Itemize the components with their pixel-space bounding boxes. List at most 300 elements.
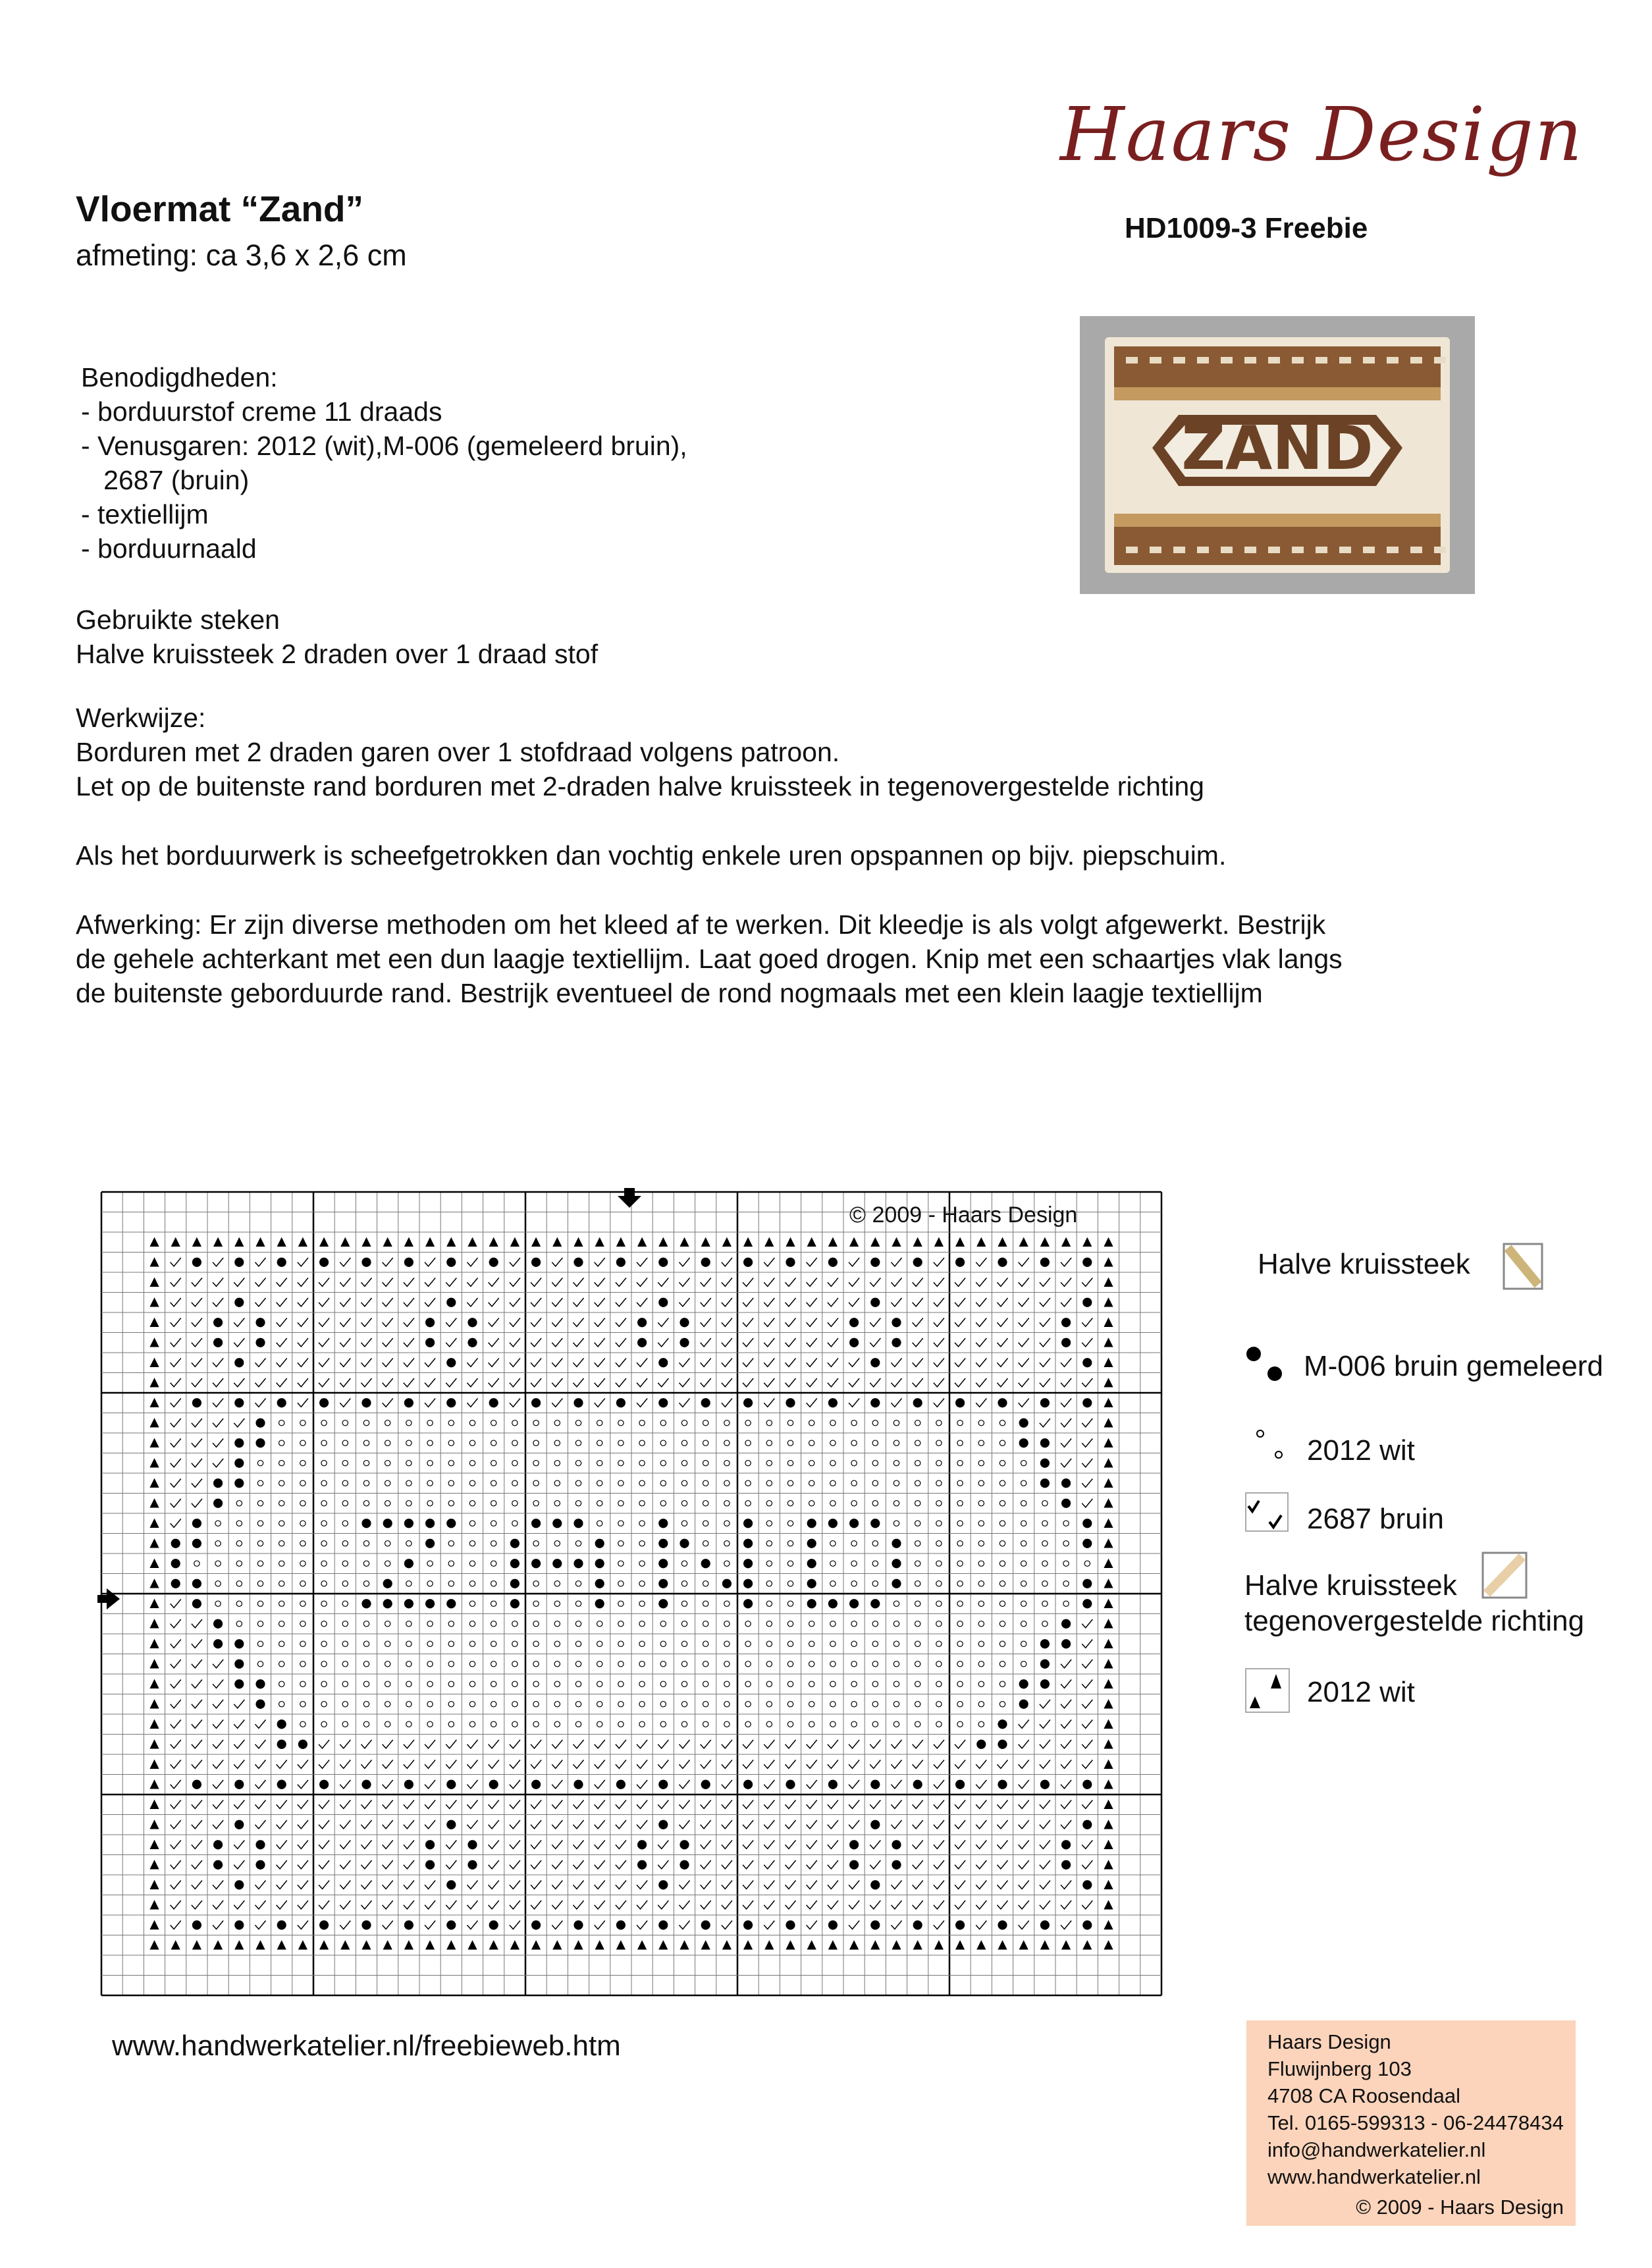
stitch-check <box>934 1760 944 1769</box>
stitch-triangle <box>149 1297 159 1307</box>
stitch-check <box>764 1760 774 1769</box>
stitch-dot <box>446 1920 456 1930</box>
stitch-check <box>976 1338 986 1347</box>
stitch-circle <box>491 1661 496 1667</box>
stitch-check <box>870 1860 880 1869</box>
stitch-dot <box>446 1358 456 1367</box>
stitch-check <box>616 1760 626 1769</box>
stitch-check <box>552 1860 562 1869</box>
stitch-circle <box>406 1541 412 1546</box>
stitch-circle <box>406 1501 412 1506</box>
stitch-circle <box>427 1420 433 1426</box>
stitch-circle <box>915 1420 920 1426</box>
stitch-check <box>510 1318 520 1327</box>
stitch-check <box>934 1740 944 1748</box>
stitch-check <box>976 1399 986 1407</box>
stitch-circle <box>787 1581 793 1586</box>
stitch-check <box>319 1298 329 1307</box>
stitch-dot <box>171 1539 180 1548</box>
stitch-check <box>1040 1800 1050 1809</box>
stitch-check <box>849 1921 859 1930</box>
stitch-circle <box>618 1681 624 1687</box>
stitch-check <box>404 1338 414 1347</box>
stitch-circle <box>872 1681 878 1687</box>
note-text: Als het borduurwerk is scheefgetrokken dan vochtig enkele uren opspannen op bijv. piepschuim. <box>76 840 1227 871</box>
photo-border-stitch <box>1316 357 1327 364</box>
stitch-circle <box>766 1521 772 1526</box>
stitch-check <box>934 1841 944 1849</box>
stitch-check <box>573 1378 583 1387</box>
stitch-check <box>192 1901 202 1909</box>
stitch-circle <box>279 1641 284 1646</box>
stitch-triangle <box>192 1940 201 1949</box>
stitch-check <box>679 1740 689 1748</box>
stitch-circle <box>766 1661 772 1667</box>
email-link[interactable]: info@handwerkatelier.nl <box>1267 2138 1486 2161</box>
stitch-dot <box>192 1539 201 1548</box>
stitch-check <box>510 1901 520 1909</box>
stitch-dot <box>658 1780 668 1789</box>
stitch-check <box>997 1359 1007 1367</box>
stitch-circle <box>575 1440 581 1445</box>
stitch-dot <box>446 1780 456 1789</box>
stitch-check <box>955 1378 965 1387</box>
materials-item: - textiellijm <box>81 499 209 529</box>
stitch-check <box>891 1378 901 1387</box>
legend-reverse-2: tegenovergestelde richting <box>1244 1605 1585 1637</box>
stitch-circle <box>872 1440 878 1445</box>
stitch-circle <box>448 1721 454 1727</box>
stitch-check <box>870 1841 880 1849</box>
stitch-check <box>913 1740 923 1748</box>
stitch-dot <box>234 1679 244 1688</box>
stitch-check <box>383 1780 393 1789</box>
stitch-dot <box>1082 1539 1092 1548</box>
stitch-triangle <box>510 1940 520 1949</box>
stitch-check <box>616 1278 626 1287</box>
stitch-check <box>1082 1640 1092 1648</box>
stitch-check <box>679 1760 689 1769</box>
stitch-circle <box>703 1501 708 1506</box>
stitch-check <box>552 1399 562 1407</box>
stitch-circle <box>448 1641 454 1646</box>
brown-mottled-symbol-icon <box>1244 1343 1285 1384</box>
stitch-triangle <box>1082 1940 1092 1949</box>
stitch-circle <box>427 1702 433 1707</box>
stitch-circle <box>787 1641 793 1646</box>
stitch-dot <box>234 1438 244 1447</box>
stitch-check <box>192 1640 202 1648</box>
stitch-triangle <box>1104 1860 1113 1869</box>
stitch-check <box>277 1901 287 1909</box>
stitch-triangle <box>149 1478 159 1488</box>
stitch-dot <box>1061 1860 1071 1870</box>
stitch-check <box>870 1318 880 1327</box>
stitch-triangle <box>1104 1840 1113 1849</box>
stitch-circle <box>851 1461 857 1466</box>
photo-border-stitch <box>1244 547 1256 553</box>
stitch-circle <box>766 1601 772 1606</box>
stitch-check <box>255 1359 265 1367</box>
stitch-check <box>807 1760 817 1769</box>
stitch-check <box>1082 1418 1092 1427</box>
stitch-circle <box>766 1420 772 1426</box>
stitch-circle <box>830 1420 836 1426</box>
stitch-check <box>446 1901 456 1909</box>
stitch-dot <box>552 1519 562 1528</box>
photo-border-stitch <box>1197 357 1209 364</box>
stitch-check <box>955 1298 965 1307</box>
stitch-check <box>616 1359 626 1367</box>
stitch-check <box>934 1318 944 1327</box>
stitch-circle <box>321 1461 327 1466</box>
stitch-dot <box>213 1478 223 1488</box>
stitch-triangle <box>425 1940 435 1949</box>
stitch-circle <box>957 1621 963 1627</box>
stitch-check <box>1040 1740 1050 1748</box>
stitch-check <box>213 1881 223 1889</box>
stitch-circle <box>597 1661 602 1667</box>
stitch-check <box>1019 1338 1029 1347</box>
photo-label: ZAND <box>1181 413 1373 483</box>
stitch-check <box>531 1378 541 1387</box>
stitch-check <box>255 1760 265 1769</box>
stitch-dot <box>234 1639 244 1648</box>
stitch-check <box>340 1841 350 1849</box>
stitch-circle <box>597 1702 602 1707</box>
stitch-circle <box>448 1621 454 1627</box>
stitch-check <box>828 1378 838 1387</box>
stitch-dot <box>892 1338 901 1347</box>
stitch-check <box>171 1378 181 1387</box>
stitch-check <box>531 1359 541 1367</box>
photo-border-stitch <box>1410 547 1422 553</box>
stitch-dot <box>446 1599 456 1608</box>
stitch-check <box>1061 1720 1071 1729</box>
stitch-dot <box>1082 1298 1092 1307</box>
stitch-circle <box>915 1721 920 1727</box>
stitch-circle <box>363 1721 369 1727</box>
stitch-check <box>552 1258 562 1266</box>
stitch-triangle <box>1104 1699 1113 1708</box>
stitch-triangle <box>1104 1478 1113 1488</box>
stitch-check <box>192 1479 202 1488</box>
stitch-circle <box>978 1480 984 1486</box>
stitch-dot <box>828 1519 838 1528</box>
stitch-circle <box>681 1420 687 1426</box>
stitch-circle <box>618 1601 624 1606</box>
stitch-check <box>1082 1278 1092 1287</box>
stitch-circle <box>342 1521 348 1526</box>
stitch-dot <box>361 1599 371 1608</box>
stitch-circle <box>999 1440 1005 1445</box>
stitch-circle <box>639 1461 645 1466</box>
stitch-dot <box>743 1599 753 1608</box>
stitch-check <box>171 1439 181 1447</box>
stitch-check <box>1082 1841 1092 1849</box>
stitch-triangle <box>467 1940 477 1949</box>
stitch-check <box>340 1881 350 1889</box>
stitch-check <box>828 1740 838 1748</box>
stitch-check <box>849 1881 859 1889</box>
stitch-circle <box>618 1521 624 1526</box>
stitch-check <box>828 1318 838 1327</box>
stitch-check <box>213 1760 223 1769</box>
stitch-circle <box>469 1621 475 1627</box>
stitch-check <box>340 1399 350 1407</box>
stitch-check <box>234 1700 244 1708</box>
stitch-check <box>383 1800 393 1809</box>
stitch-triangle <box>1104 1940 1113 1949</box>
stitch-check <box>722 1258 732 1266</box>
stitch-check <box>383 1298 393 1307</box>
stitch-triangle <box>658 1237 668 1247</box>
stitch-check <box>383 1860 393 1869</box>
stitch-check <box>383 1740 393 1748</box>
stitch-circle <box>236 1541 242 1546</box>
stitch-check <box>785 1881 795 1889</box>
stitch-triangle <box>637 1237 647 1247</box>
stitch-circle <box>724 1561 730 1566</box>
stitch-dot <box>637 1318 647 1327</box>
stitch-circle <box>575 1641 581 1646</box>
stitch-check <box>955 1860 965 1869</box>
stitch-circle <box>787 1480 793 1486</box>
stitch-check <box>213 1800 223 1809</box>
stitch-check <box>234 1860 244 1869</box>
stitch-check <box>722 1278 732 1287</box>
stitch-circle <box>1042 1621 1048 1627</box>
stitch-check <box>1082 1459 1092 1467</box>
stitch-check <box>870 1278 880 1287</box>
stitch-check <box>743 1298 753 1307</box>
stitch-circle <box>915 1480 920 1486</box>
stitch-check <box>552 1780 562 1789</box>
stitch-check <box>891 1258 901 1266</box>
stitch-check <box>404 1318 414 1327</box>
stitch-circle <box>491 1681 496 1687</box>
stitch-check <box>404 1901 414 1909</box>
stitch-triangle <box>531 1940 541 1949</box>
stitch-circle <box>321 1541 327 1546</box>
website-link-footer[interactable]: www.handwerkatelier.nl <box>1267 2165 1481 2188</box>
stitch-check <box>764 1780 774 1789</box>
stitch-circle <box>533 1621 539 1627</box>
stitch-circle <box>533 1461 539 1466</box>
stitch-circle <box>342 1501 348 1506</box>
stitch-triangle <box>616 1237 626 1247</box>
stitch-triangle <box>149 1398 159 1407</box>
stitch-check <box>1061 1820 1071 1829</box>
stitch-circle <box>830 1681 836 1687</box>
stitch-dot <box>637 1860 647 1870</box>
stitch-check <box>658 1338 668 1347</box>
stitch-dot <box>1040 1459 1050 1468</box>
address-line: Fluwijnberg 103 <box>1267 2057 1412 2080</box>
stitch-circle <box>999 1461 1005 1466</box>
stitch-circle <box>406 1721 412 1727</box>
stitch-check <box>913 1298 923 1307</box>
stitch-check <box>192 1439 202 1447</box>
stitch-circle <box>872 1581 878 1586</box>
stitch-circle <box>321 1601 327 1606</box>
stitch-circle <box>999 1480 1005 1486</box>
stitch-check <box>340 1740 350 1748</box>
stitch-circle <box>406 1440 412 1445</box>
stitch-circle <box>469 1681 475 1687</box>
stitch-dot <box>489 1258 498 1267</box>
stitch-triangle <box>319 1237 329 1247</box>
stitch-circle <box>533 1541 539 1546</box>
stitch-check <box>1019 1760 1029 1769</box>
stitch-dot <box>786 1920 795 1930</box>
stitch-circle <box>999 1501 1005 1506</box>
stitch-check <box>1019 1399 1029 1407</box>
photo-border-stitch <box>1126 547 1138 553</box>
stitch-dot <box>531 1559 541 1568</box>
stitch-circle <box>915 1581 920 1586</box>
stitch-circle <box>1042 1601 1048 1606</box>
stitch-check <box>658 1278 668 1287</box>
stitch-check <box>722 1841 732 1849</box>
stitch-check <box>997 1760 1007 1769</box>
stitch-triangle <box>892 1940 901 1949</box>
stitch-dot <box>849 1519 859 1528</box>
stitch-dot <box>828 1920 838 1930</box>
stitch-dot <box>701 1920 710 1930</box>
stitch-check <box>255 1800 265 1809</box>
stitch-check <box>595 1901 605 1909</box>
stitch-circle <box>469 1581 475 1586</box>
stitch-circle <box>681 1681 687 1687</box>
stitch-check <box>828 1800 838 1809</box>
stitch-circle <box>575 1621 581 1627</box>
stitch-check <box>807 1921 817 1930</box>
stitch-check <box>891 1399 901 1407</box>
stitch-check <box>616 1338 626 1347</box>
stitch-circle <box>851 1561 857 1566</box>
stitch-circle <box>830 1702 836 1707</box>
stitch-triangle <box>1104 1880 1113 1889</box>
stitch-circle <box>363 1581 369 1586</box>
stitch-triangle <box>149 1920 159 1930</box>
stitch-circle <box>300 1541 306 1546</box>
stitch-check <box>446 1860 456 1869</box>
stitch-check <box>489 1298 499 1307</box>
stitch-circle <box>385 1541 390 1546</box>
stitch-check <box>192 1278 202 1287</box>
stitch-circle <box>766 1702 772 1707</box>
stitch-check <box>489 1800 499 1809</box>
stitch-circle <box>872 1461 878 1466</box>
stitch-check <box>616 1318 626 1327</box>
materials-item: - borduurstof creme 11 draads <box>81 396 442 427</box>
photo-border-stitch <box>1410 357 1422 364</box>
website-link[interactable]: www.handwerkatelier.nl/freebieweb.htm <box>112 2030 621 2062</box>
stitch-circle <box>597 1521 602 1526</box>
stitch-dot <box>361 1258 371 1267</box>
stitch-check <box>595 1860 605 1869</box>
stitch-check <box>722 1881 732 1889</box>
stitch-check <box>255 1258 265 1266</box>
stitch-circle <box>681 1501 687 1506</box>
stitch-check <box>658 1860 668 1869</box>
stitch-check <box>976 1820 986 1829</box>
stitch-circle <box>342 1541 348 1546</box>
stitch-check <box>383 1841 393 1849</box>
stitch-check <box>298 1298 308 1307</box>
stitch-check <box>1082 1680 1092 1688</box>
stitch-circle <box>618 1461 624 1466</box>
stitch-circle <box>893 1702 899 1707</box>
stitch-check <box>913 1359 923 1367</box>
stitch-circle <box>427 1561 433 1566</box>
stitch-circle <box>279 1461 284 1466</box>
stitch-circle <box>533 1702 539 1707</box>
stitch-triangle <box>1104 1358 1113 1367</box>
stitch-triangle <box>1104 1498 1113 1507</box>
stitch-check <box>595 1359 605 1367</box>
stitch-circle <box>703 1681 708 1687</box>
method-line: Let op de buitenste rand borduren met 2-draden halve kruissteek in tegenovergestelde richting <box>76 771 1204 801</box>
stitch-dot <box>277 1740 286 1749</box>
stitch-check <box>1061 1459 1071 1467</box>
materials-item: - Venusgaren: 2012 (wit),M-006 (gemeleerd bruin), <box>81 431 687 461</box>
stitch-check <box>764 1298 774 1307</box>
stitch-circle <box>597 1480 602 1486</box>
stitch-check <box>1040 1318 1050 1327</box>
stitch-check <box>467 1278 477 1287</box>
stitch-circle <box>279 1621 284 1627</box>
stitch-triangle <box>637 1940 647 1949</box>
stitch-circle <box>703 1461 708 1466</box>
stitch-circle <box>427 1581 433 1586</box>
stitch-circle <box>385 1561 390 1566</box>
photo-border-stitch <box>1434 547 1446 553</box>
stitch-circle <box>872 1480 878 1486</box>
stitch-check <box>679 1820 689 1829</box>
stitch-circle <box>575 1581 581 1586</box>
stitch-dot <box>955 1258 965 1267</box>
stitch-check <box>976 1378 986 1387</box>
stitch-check <box>807 1338 817 1347</box>
stitch-circle <box>618 1621 624 1627</box>
stitch-triangle <box>149 1619 159 1628</box>
stitch-check <box>298 1760 308 1769</box>
stitch-circle <box>703 1661 708 1667</box>
stitch-check <box>552 1740 562 1748</box>
stitch-check <box>531 1318 541 1327</box>
stitch-check <box>171 1740 181 1748</box>
stitch-check <box>234 1278 244 1287</box>
stitch-circle <box>936 1541 942 1546</box>
stitch-circle <box>851 1641 857 1646</box>
stitch-check <box>1019 1881 1029 1889</box>
stitch-triangle <box>1019 1940 1028 1949</box>
stitch-circle <box>300 1561 306 1566</box>
stitch-check <box>679 1359 689 1367</box>
stitch-check <box>552 1378 562 1387</box>
stitch-circle <box>1063 1581 1069 1586</box>
stitch-check <box>404 1800 414 1809</box>
stitch-dot <box>510 1539 520 1548</box>
stitch-circle <box>639 1501 645 1506</box>
stitch-circle <box>491 1420 496 1426</box>
stitch-circle <box>215 1521 221 1526</box>
stitch-check <box>192 1619 202 1628</box>
stitch-circle <box>618 1440 624 1445</box>
stitch-check <box>531 1841 541 1849</box>
